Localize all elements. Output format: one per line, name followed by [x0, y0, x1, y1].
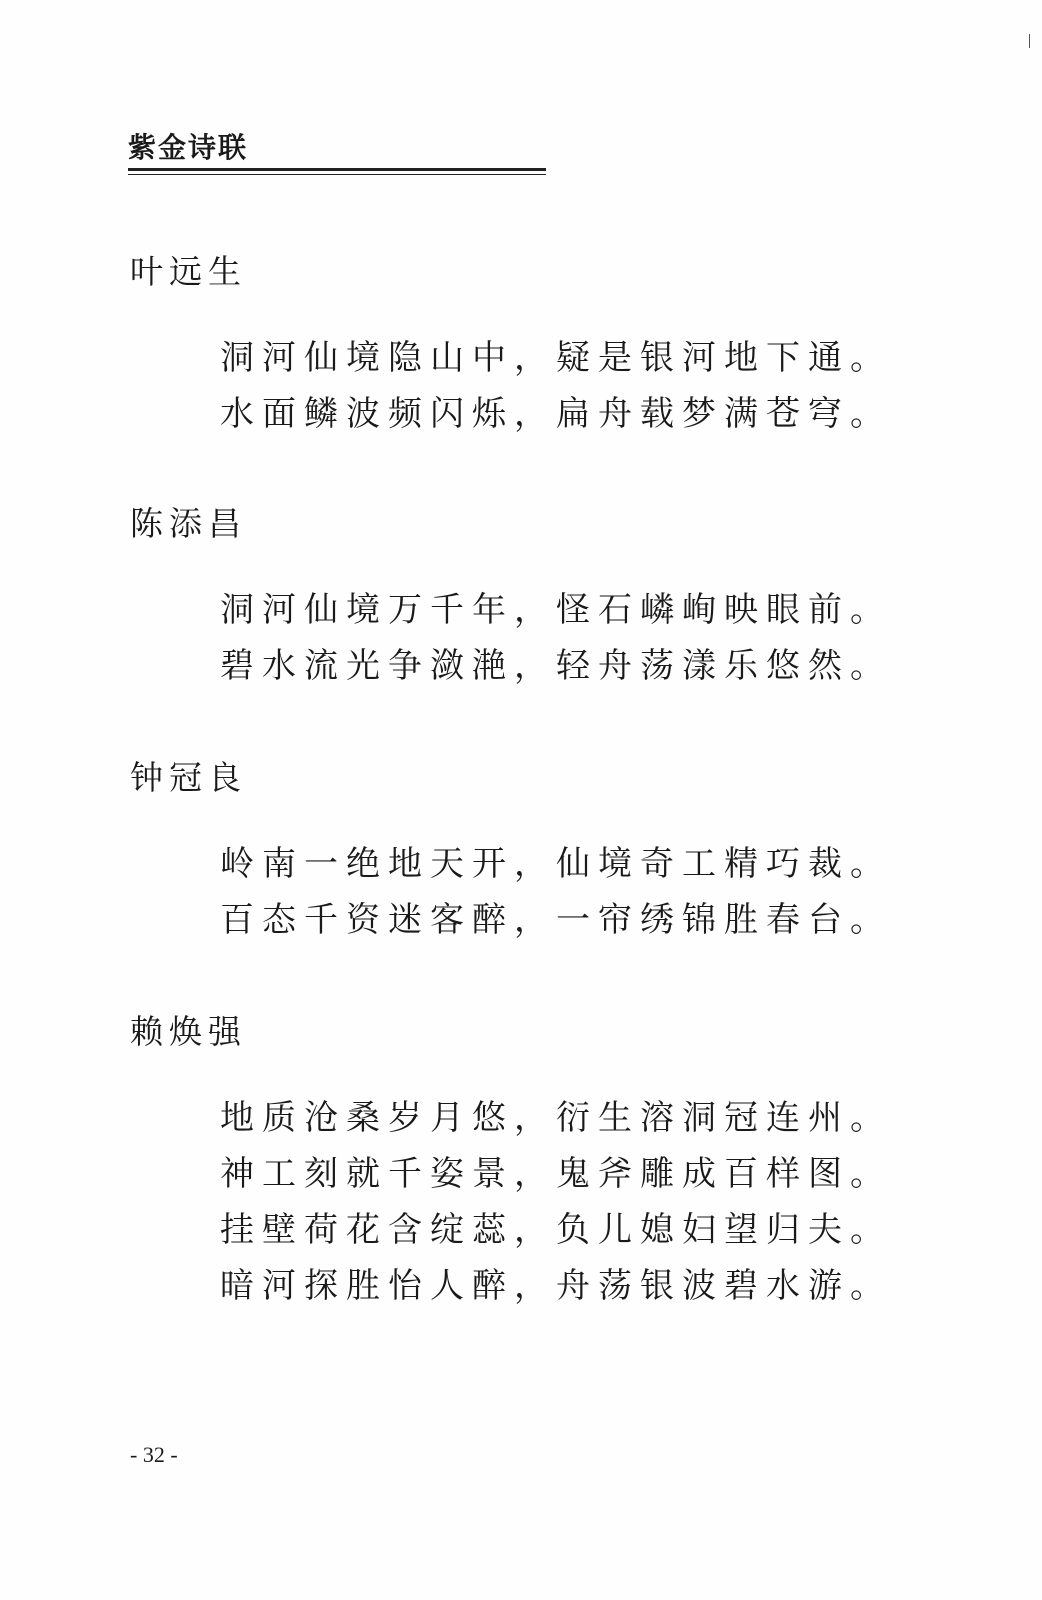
poem-lines [220, 330, 890, 442]
poem-line: 地质沧桑岁月悠，衍生溶洞冠连州。 [220, 1098, 892, 1138]
poem-line: 挂壁荷花含绽蕊，负儿媳妇望归夫。 [220, 1210, 892, 1250]
poem-line: 洞河仙境万千年，怪石嶙峋映眼前。 [220, 590, 892, 630]
scan-edge-mark [1029, 34, 1030, 48]
poem-line: 碧水流光争潋滟，轻舟荡漾乐悠然。 [220, 646, 892, 686]
page-number: - 32 - [130, 1442, 178, 1467]
poem-line: 暗河探胜怡人醉，舟荡银波碧水游。 [220, 1266, 892, 1306]
poem-block [130, 756, 890, 948]
header-title: 紫金诗联 [128, 131, 249, 164]
poem-line: 水面鳞波频闪烁，扁舟载梦满苍穹。 [220, 394, 892, 434]
poem-line: 岭南一绝地天开，仙境奇工精巧裁。 [220, 844, 892, 884]
poem-lines [220, 1090, 890, 1314]
poem-block [130, 250, 890, 442]
poem-author: 叶远生 [130, 252, 247, 291]
poem-block [130, 1010, 890, 1314]
poem-author: 赖焕强 [130, 1012, 247, 1051]
poem-line: 洞河仙境隐山中，疑是银河地下通。 [220, 338, 892, 378]
poem-author: 钟冠良 [130, 758, 247, 797]
poem-lines [220, 582, 890, 694]
running-header [128, 128, 546, 175]
header-rule [128, 168, 546, 175]
poem-author: 陈添昌 [130, 504, 247, 543]
poem-line: 百态千资迷客醉，一帘绣锦胜春台。 [220, 900, 892, 940]
poem-lines [220, 836, 890, 948]
poem-block [130, 502, 890, 694]
poem-line: 神工刻就千姿景，鬼斧雕成百样图。 [220, 1154, 892, 1194]
